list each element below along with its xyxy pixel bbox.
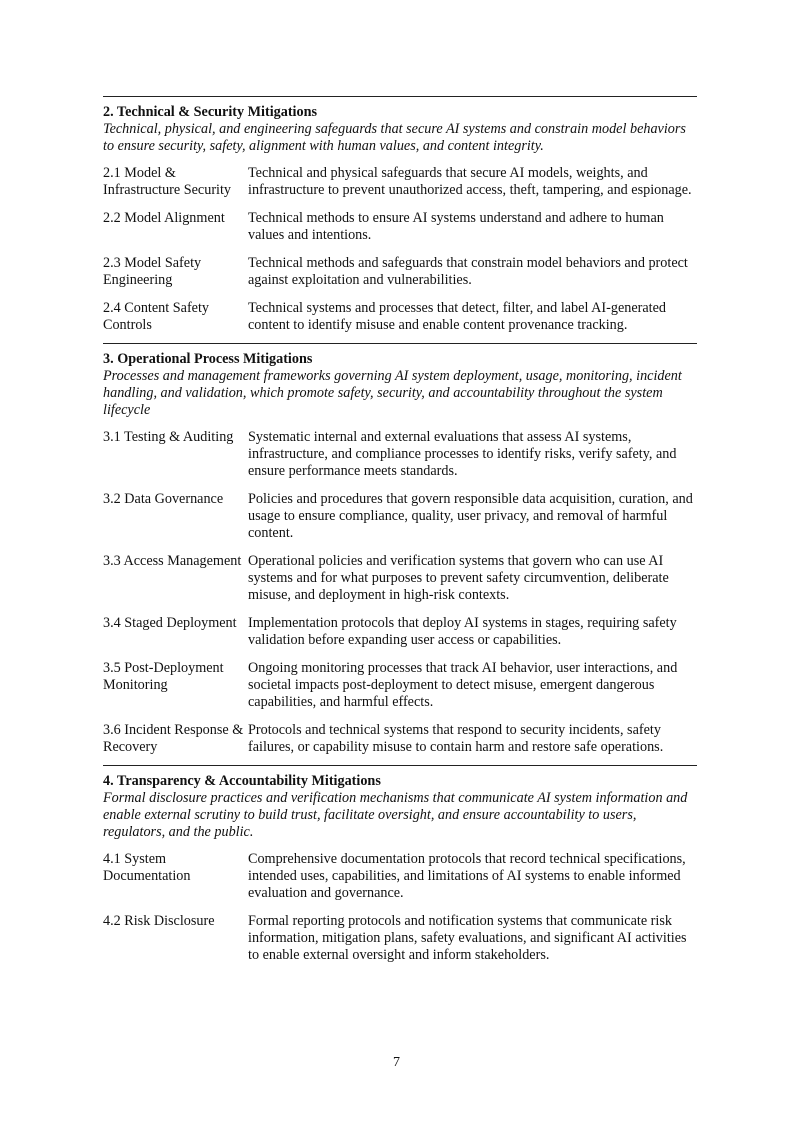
- row-description: Technical methods and safeguards that constrain model behaviors and protect against exploitation and vulnerabilities.: [248, 255, 688, 288]
- row-code: 3.5 Post-Deployment Monitoring: [103, 660, 224, 693]
- row-code: 2.3 Model Safety Engineering: [103, 255, 202, 288]
- section-title: 2. Technical & Security Mitigations: [103, 104, 317, 120]
- row-code: 2.1 Model & Infrastructure Security: [103, 165, 232, 198]
- section-description: Processes and management frameworks governing AI system deployment, usage, monitoring, incident handling, and validation, which promote safety, security, and accountability throughout the system lifecycle: [103, 368, 682, 418]
- row-description: Protocols and technical systems that respond to security incidents, safety failures, or capability misuse to contain harm and restore safe operations.: [248, 722, 664, 755]
- section-technical-security: [103, 96, 697, 343]
- row-code: 3.1 Testing & Auditing: [103, 429, 234, 445]
- page-number: 7: [393, 1055, 400, 1070]
- row-code: 3.4 Staged Deployment: [103, 615, 237, 631]
- row-code: 3.3 Access Management: [103, 553, 242, 569]
- mitigation-table: [103, 96, 697, 973]
- table-row: [103, 847, 697, 909]
- table-row: [103, 718, 697, 763]
- row-description: Technical and physical safeguards that secure AI models, weights, and infrastructure to prevent unauthorized access, theft, tampering, and espionage.: [248, 165, 692, 198]
- row-description: Operational policies and verification systems that govern who can use AI systems and for what purposes to prevent safety circumvention, deliberate misuse, and deployment in high-risk contexts.: [248, 553, 669, 603]
- table-row: [103, 487, 697, 549]
- row-code: 3.6 Incident Response & Recovery: [103, 722, 244, 755]
- table-row: [103, 251, 697, 296]
- section-title: 3. Operational Process Mitigations: [103, 351, 313, 367]
- section-description: Formal disclosure practices and verification mechanisms that communicate AI system information and enable external scrutiny to build trust, facilitate oversight, and ensure accountability to users, regulators, and the public.: [103, 790, 688, 840]
- table-row: [103, 656, 697, 718]
- section-title: 4. Transparency & Accountability Mitigations: [103, 773, 381, 789]
- row-description: Technical methods to ensure AI systems understand and adhere to human values and intentions.: [248, 210, 664, 243]
- section-operational-process: [103, 343, 697, 765]
- row-description: Technical systems and processes that detect, filter, and label AI-generated content to identify misuse and enable content provenance tracking.: [248, 300, 666, 333]
- section-description: Technical, physical, and engineering safeguards that secure AI systems and constrain model behaviors to ensure security, safety, alignment with human values, and content integrity.: [103, 121, 686, 154]
- row-code: 4.1 System Documentation: [103, 851, 191, 884]
- table-row: [103, 425, 697, 487]
- table-row: [103, 909, 697, 971]
- row-description: Systematic internal and external evaluations that assess AI systems, infrastructure, and compliance processes to identify risks, verify safety, and ensure performance meets standards.: [248, 429, 677, 479]
- section-transparency-accountability: [103, 765, 697, 973]
- row-code: 2.4 Content Safety Controls: [103, 300, 209, 333]
- row-code: 2.2 Model Alignment: [103, 210, 225, 226]
- table-row: [103, 161, 697, 206]
- row-description: Policies and procedures that govern responsible data acquisition, curation, and usage to ensure compliance, quality, user privacy, and removal of harmful content.: [248, 491, 693, 541]
- table-row: [103, 549, 697, 611]
- row-description: Comprehensive documentation protocols that record technical specifications, intended uses, capabilities, and limitations of AI systems to enable informed evaluation and governance.: [248, 851, 686, 901]
- row-description: Implementation protocols that deploy AI systems in stages, requiring safety validation before expanding user access or capabilities.: [248, 615, 677, 648]
- table-row: [103, 611, 697, 656]
- table-row: [103, 296, 697, 341]
- row-code: 4.2 Risk Disclosure: [103, 913, 215, 929]
- row-code: 3.2 Data Governance: [103, 491, 224, 507]
- table-row: [103, 206, 697, 251]
- row-description: Ongoing monitoring processes that track AI behavior, user interactions, and societal impacts post-deployment to detect misuse, emergent dangerous capabilities, and harmful effects.: [248, 660, 678, 710]
- row-description: Formal reporting protocols and notification systems that communicate risk information, mitigation plans, safety evaluations, and significant AI activities to enable external oversight and inform stakeholders.: [248, 913, 687, 963]
